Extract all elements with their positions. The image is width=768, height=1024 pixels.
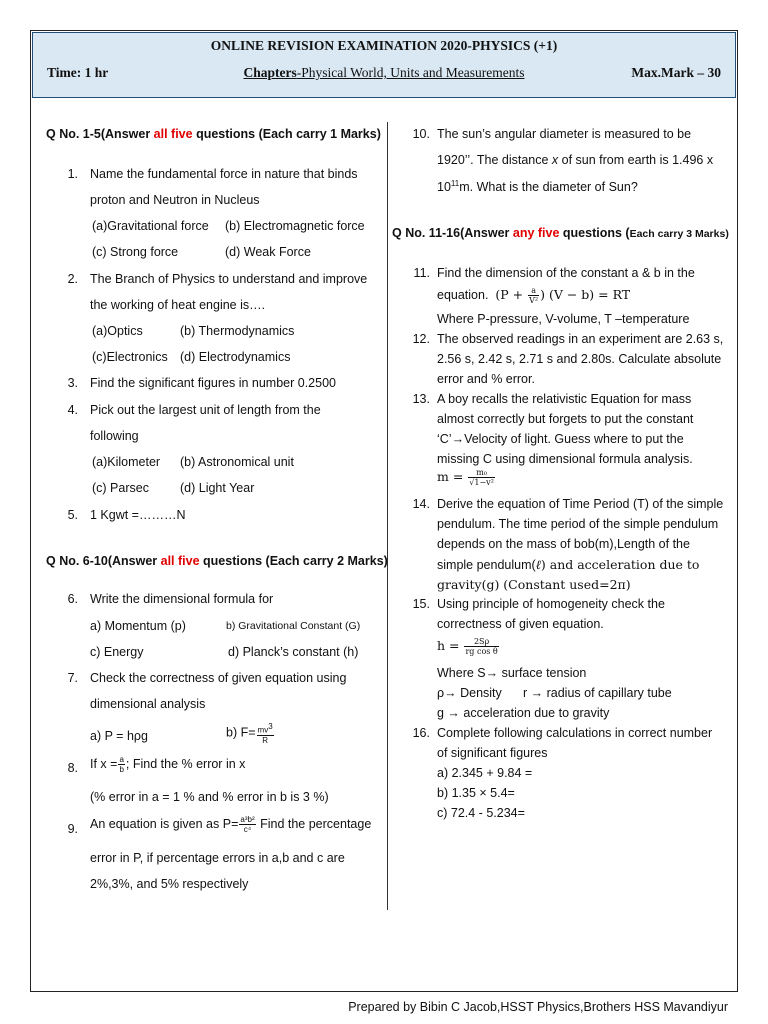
option-b: (b) Electromagnetic force: [225, 219, 365, 233]
exam-header: [32, 32, 736, 98]
option-b: b) F= $\frac{mv^3}{R}$: [226, 722, 273, 745]
section-2-heading: Q No. 6-10(Answer all five questions (Each carry 2 Marks): [46, 554, 388, 568]
footer-credit: Prepared by Bibin C Jacob,HSST Physics,Brothers HSS Mavandiyur: [348, 1000, 728, 1014]
exam-chapters: Chapters-Physical World, Units and Measurements: [243, 65, 525, 80]
exam-title: ONLINE REVISION EXAMINATION 2020-PHYSICS (+1): [210, 38, 558, 53]
option-c: (c) Strong force: [92, 245, 179, 259]
option-a: (a)Optics: [92, 324, 143, 338]
option-b: (b) Astronomical unit: [180, 455, 294, 469]
option-a: (a)Gravitational force: [92, 219, 209, 233]
option-d: (d) Weak Force: [225, 245, 311, 259]
column-divider: [387, 122, 388, 910]
option-d: d) Planck’s constant (h): [228, 645, 359, 659]
exam-max-mark: Max.Mark – 30: [631, 65, 721, 80]
option-a: a) Momentum (p): [90, 619, 186, 633]
option-a: a) P = hρg: [90, 729, 148, 743]
section-1-heading: Q No. 1-5(Answer all five questions (Each carry 1 Marks): [46, 127, 381, 141]
option-d: (d) Electrodynamics: [180, 350, 291, 364]
option-c: c) Energy: [90, 645, 144, 659]
option-b: b) Gravitational Constant (G): [226, 620, 361, 632]
exam-time: Time: 1 hr: [47, 65, 109, 80]
section-3-heading: Q No. 11-16(Answer any five questions (Each carry 3 Marks): [392, 226, 729, 240]
option-c: (c) Parsec: [92, 481, 149, 495]
option-a: (a)Kilometer: [92, 455, 161, 469]
option-b: (b) Thermodynamics: [180, 324, 295, 338]
option-d: (d) Light Year: [180, 481, 255, 495]
option-c: (c)Electronics: [92, 350, 168, 364]
